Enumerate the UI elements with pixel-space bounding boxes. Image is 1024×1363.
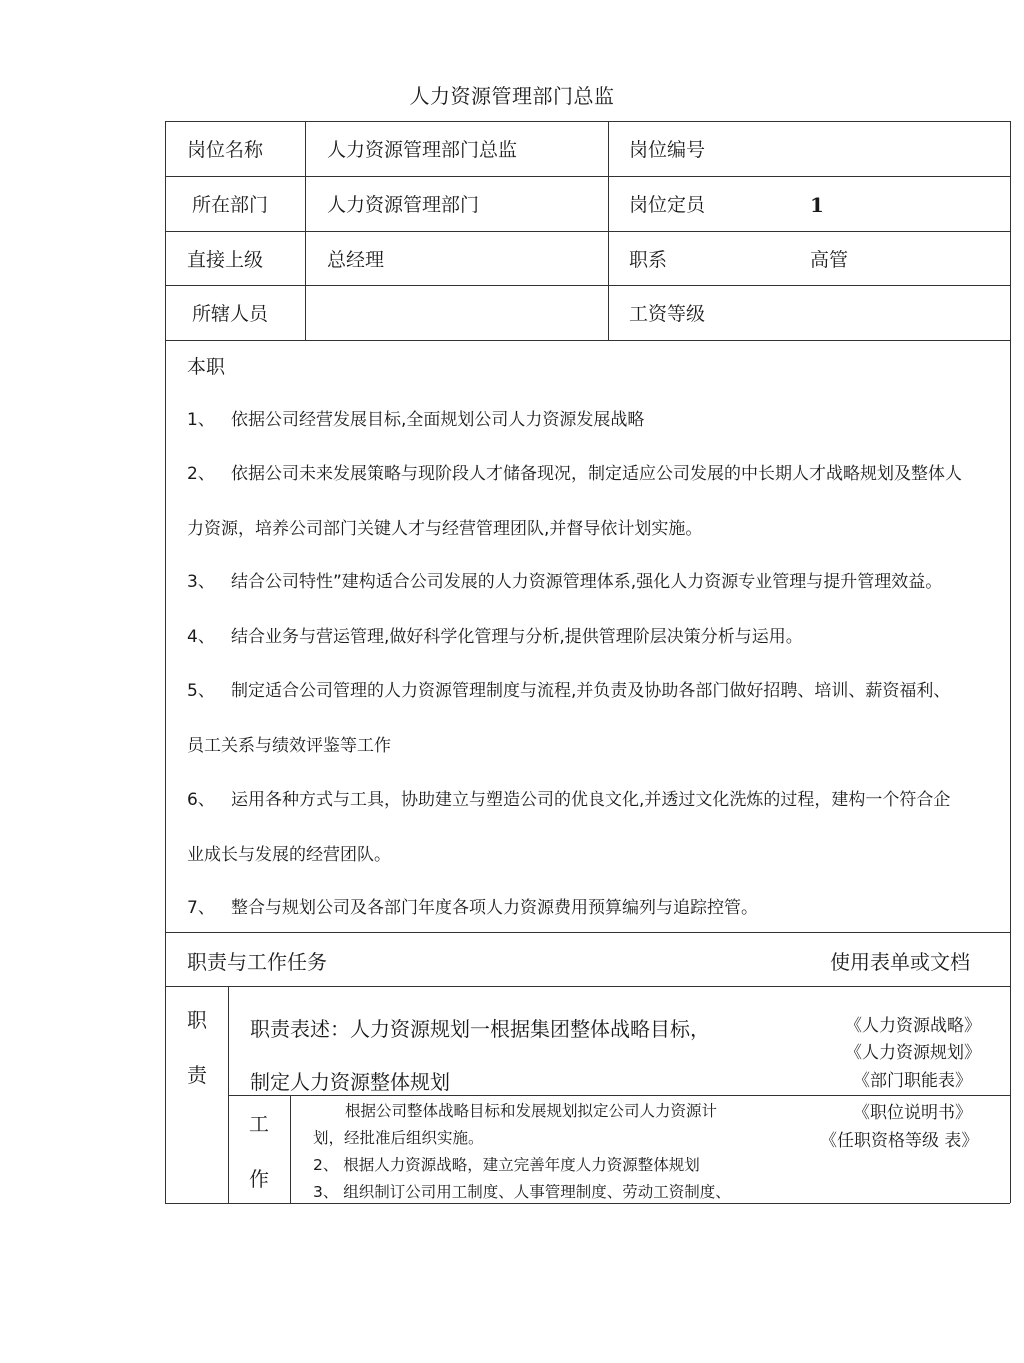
value-job-family: 高管 [810, 249, 849, 271]
duty-item: 1、 依据公司经营发展目标,全面规划公司人力资源发展战略 [187, 410, 645, 430]
work-item: 3、 组织制订公司用工制度、人事管理制度、劳动工资制度、 [313, 1183, 731, 1201]
value-department: 人力资源管理部门 [327, 194, 480, 216]
row-divider [165, 285, 1010, 286]
duty-item: 业成长与发展的经营团队。 [187, 845, 391, 865]
duty-item: 力资源，培养公司部门关键人才与经营管理团队,并督导依计划实施。 [187, 519, 703, 539]
duty-item: 6、 运用各种方式与工具，协助建立与塑造公司的优良文化,并透过文化洗炼的过程，建构一个符合企 [187, 790, 951, 810]
responsibility-label: 职 [187, 1008, 207, 1032]
responsibility-label: 责 [187, 1063, 207, 1087]
document-item: 《部门职能表》 [853, 1071, 972, 1091]
document-item: 《职位说明书》 [853, 1103, 972, 1123]
document-item: 《人力资源战略》 [845, 1016, 981, 1036]
section-divider [228, 1095, 1010, 1096]
duties-heading: 本职 [187, 356, 226, 378]
work-item: 根据公司整体战略目标和发展规划拟定公司人力资源计 [345, 1102, 718, 1120]
row-divider [165, 176, 1010, 177]
label-supervisor: 直接上级 [187, 249, 264, 271]
responsibility-description: 制定人力资源整体规划 [250, 1070, 450, 1094]
label-position-name: 岗位名称 [187, 139, 264, 161]
tasks-heading: 职责与工作任务 [187, 950, 327, 974]
column-divider [608, 121, 609, 340]
duty-item: 5、 制定适合公司管理的人力资源管理制度与流程,并负责及协助各部门做好招聘、培训、薪资福利、 [187, 681, 951, 701]
section-divider [165, 932, 1010, 933]
column-divider [290, 1095, 291, 1203]
duty-item: 7、 整合与规划公司及各部门年度各项人力资源费用预算编列与追踪控管。 [187, 898, 758, 918]
responsibility-description: 职责表述：人力资源规划一根据集团整体战略目标， [250, 1017, 710, 1041]
label-job-family: 职系 [629, 249, 668, 271]
table-border-right [1010, 121, 1011, 1203]
value-supervisor: 总经理 [327, 249, 385, 271]
value-headcount: 1 [810, 193, 824, 217]
label-department: 所在部门 [192, 194, 269, 216]
work-label: 作 [249, 1167, 269, 1191]
duty-item: 2、 依据公司未来发展策略与现阶段人才储备现况，制定适应公司发展的中长期人才战略规划及整体人 [187, 464, 962, 484]
document-item: 《任职资格等级 表》 [820, 1131, 979, 1151]
work-label: 工 [249, 1112, 269, 1136]
duty-item: 3、 结合公司特性”建构适合公司发展的人力资源管理体系,强化人力资源专业管理与提升管理效益。 [187, 572, 943, 592]
label-subordinates: 所辖人员 [192, 303, 269, 325]
section-divider [165, 986, 1010, 987]
page-title: 人力资源管理部门总监 [409, 84, 615, 108]
job-description-table [165, 121, 1010, 1203]
duty-item: 员工关系与绩效评鉴等工作 [187, 736, 391, 756]
value-position-name: 人力资源管理部门总监 [327, 139, 518, 161]
label-salary-grade: 工资等级 [629, 303, 706, 325]
column-divider [305, 121, 306, 340]
duty-item: 4、 结合业务与营运管理,做好科学化管理与分析,提供管理阶层决策分析与运用。 [187, 627, 803, 647]
work-item: 2、 根据人力资源战略，建立完善年度人力资源整体规划 [313, 1156, 700, 1174]
label-position-code: 岗位编号 [629, 139, 706, 161]
work-item: 划，经批准后组织实施。 [313, 1129, 484, 1147]
table-border-bottom [165, 1203, 1010, 1204]
table-border-left [165, 121, 166, 1203]
row-divider [165, 340, 1010, 341]
document-item: 《人力资源规划》 [845, 1043, 981, 1063]
documents-heading: 使用表单或文档 [830, 950, 970, 974]
label-headcount: 岗位定员 [629, 194, 706, 216]
row-divider [165, 231, 1010, 232]
table-border-top [165, 121, 1010, 122]
